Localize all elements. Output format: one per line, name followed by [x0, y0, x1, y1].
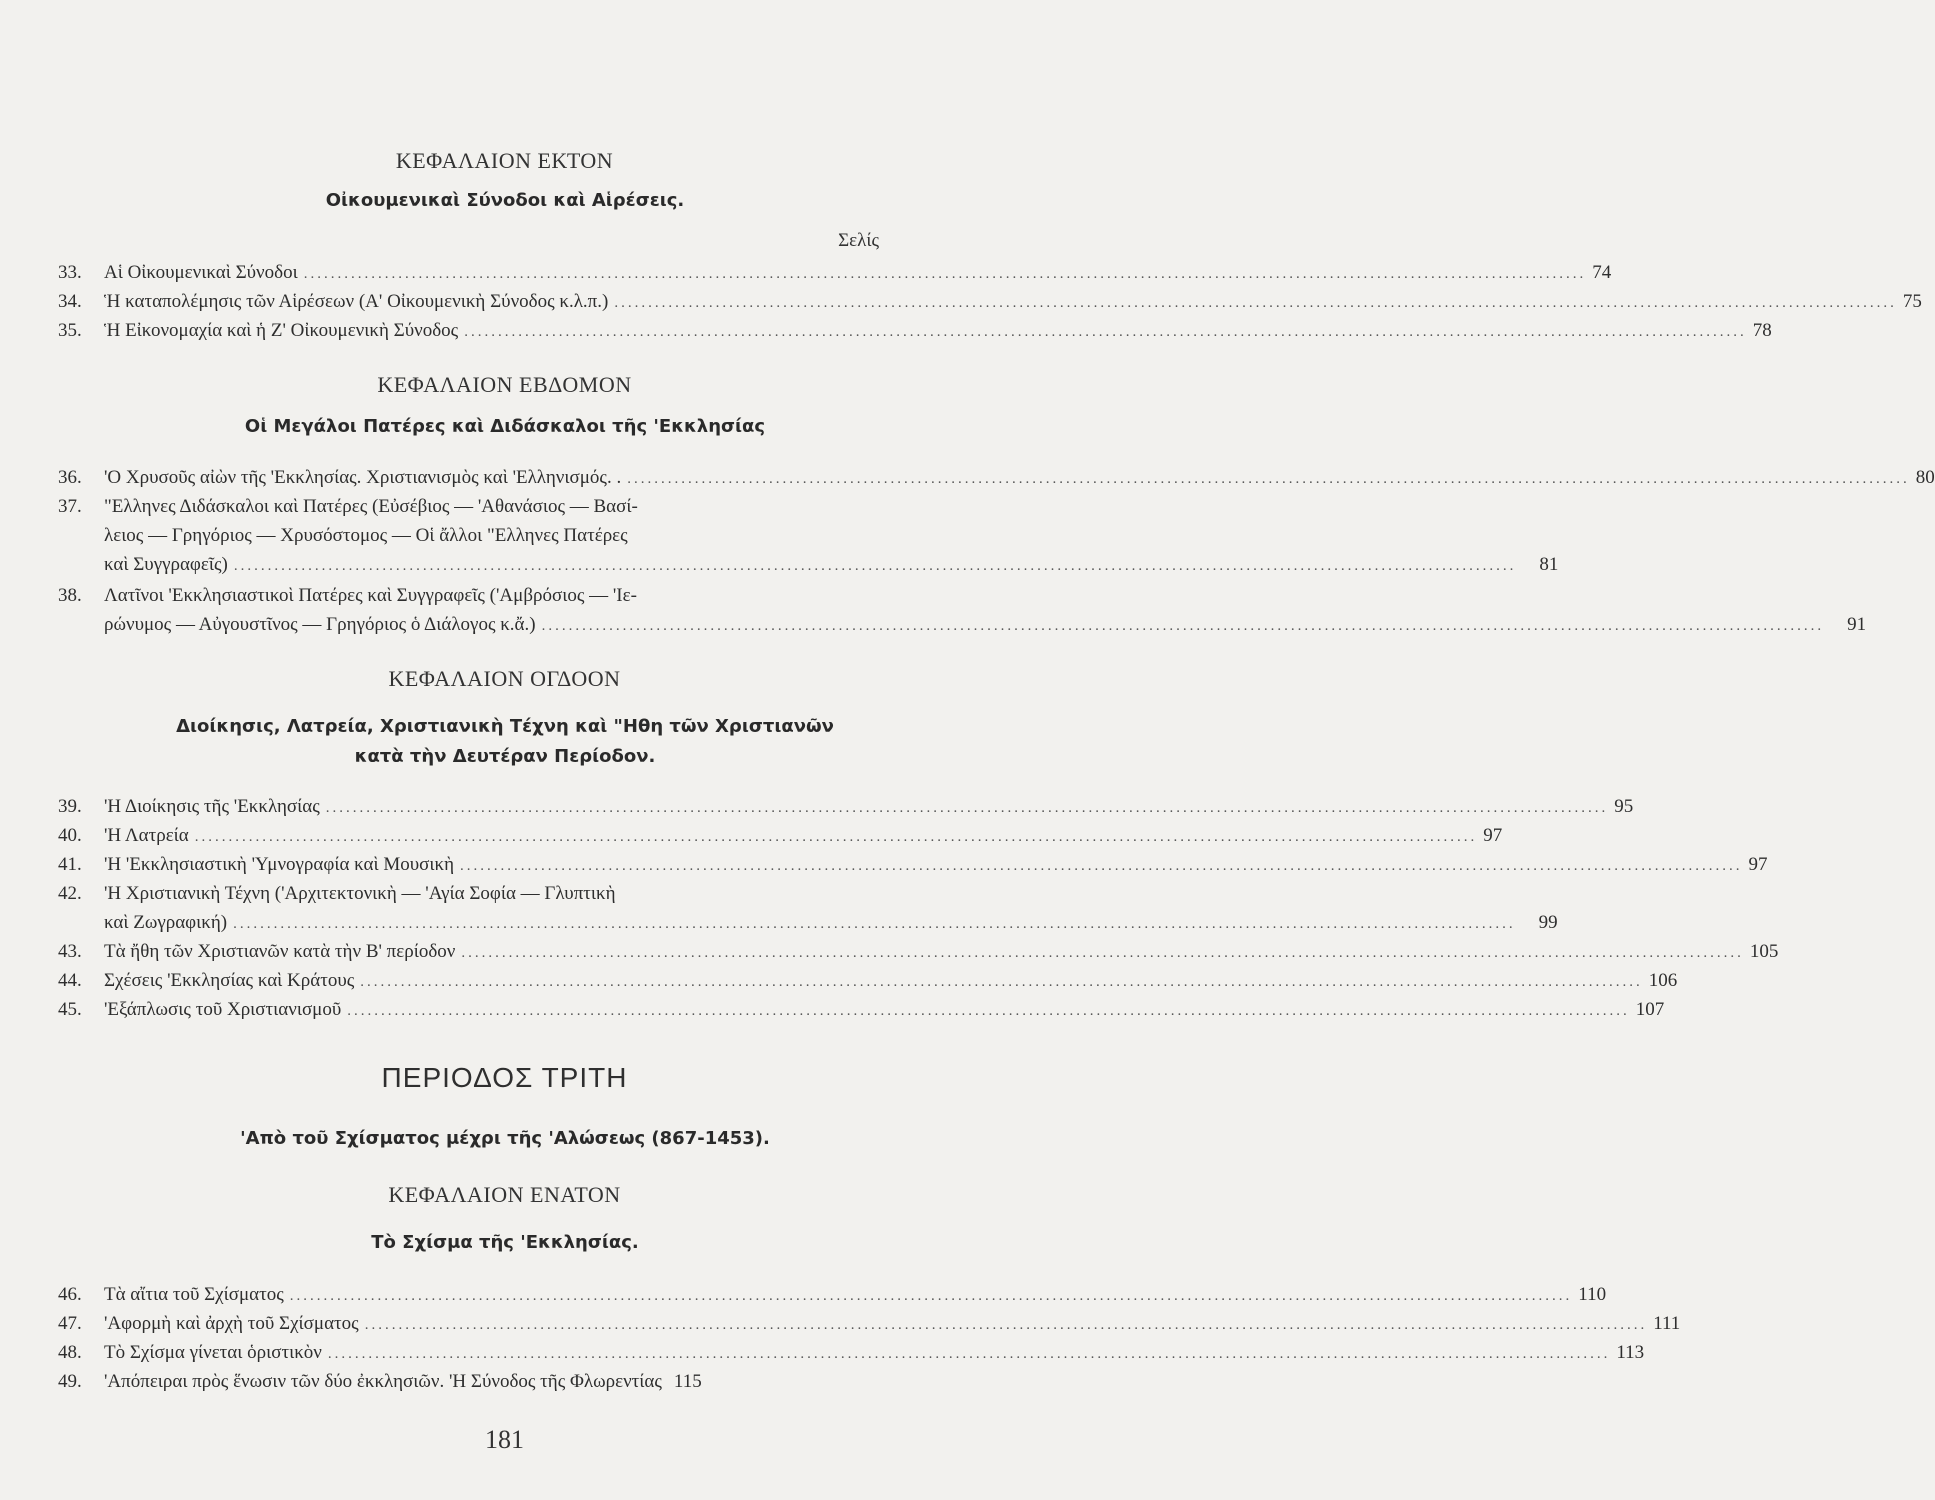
entry-title: Ἡ καταπολέμησις τῶν Αἱρέσεων (Α' Οἰκουμενικὴ Σύνοδος κ.λ.π.)	[104, 291, 609, 312]
chapter-six-subtitle: Οἰκουμενικαὶ Σύνοδοι καὶ Αἱρέσεις.	[325, 190, 685, 211]
entry-page: 99	[1538, 912, 1558, 933]
chapter-eight-heading: ΚΕΦΑΛΑΙΟΝ ΟΓΔΟΟΝ	[388, 666, 621, 691]
entry-number: 42.	[58, 883, 82, 904]
entry-title: Τὰ αἴτια τοῦ Σχίσματος	[104, 1284, 284, 1305]
entry-number: 44.	[58, 970, 82, 991]
entry-page: 105	[1749, 941, 1779, 962]
entry-number: 49.	[58, 1371, 82, 1392]
toc-entry	[58, 937, 1779, 968]
entry-page: 106	[1648, 970, 1678, 991]
entry-title: 'Η Διοίκησις τῆς 'Εκκλησίας	[104, 796, 320, 817]
toc-entry	[58, 316, 1772, 347]
entry-page: 75	[1902, 291, 1922, 312]
chapter-nine-heading: ΚΕΦΑΛΑΙΟΝ ΕΝΑΤΟΝ	[388, 1182, 621, 1207]
period-title: ΠΕΡΙΟΔΟΣ ΤΡΙΤΗ	[381, 1062, 628, 1093]
entry-title-line: καὶ Ζωγραφική)	[104, 912, 228, 933]
entry-title: 'Η 'Εκκλησιαστικὴ 'Υμνογραφία καὶ Μουσικὴ	[104, 854, 455, 875]
entry-title: Τὰ ἤθη τῶν Χριστιανῶν κατὰ τὴν Β' περίοδον	[104, 941, 456, 962]
toc-entry	[58, 1309, 1681, 1340]
entry-number: 38.	[58, 585, 82, 606]
entry-page: 78	[1752, 320, 1772, 341]
period-subtitle: 'Απὸ τοῦ Σχίσματος μέχρι τῆς 'Αλώσεως (867-1453).	[240, 1128, 770, 1149]
entry-number: 47.	[58, 1313, 82, 1334]
entry-title: Ἡ Εἰκονομαχία καὶ ἡ Ζ' Οἰκουμενικὴ Σύνοδος	[104, 320, 459, 341]
entry-page: 74	[1592, 262, 1612, 283]
entry-title: 'Η Λατρεία	[104, 825, 189, 846]
entry-title-line: 'Η Χριστιανικὴ Τέχνη ('Αρχιτεκτονικὴ — 'Αγία Σοφία — Γλυπτικὴ	[104, 883, 616, 904]
toc-entry	[58, 879, 1558, 939]
entry-number: 41.	[58, 854, 82, 875]
entry-number: 45.	[58, 999, 82, 1020]
entry-number: 37.	[58, 496, 82, 517]
entry-number: 35.	[58, 320, 82, 341]
entry-number: 40.	[58, 825, 82, 846]
entry-title: Τὸ Σχίσμα γίνεται ὁριστικὸν	[104, 1342, 322, 1363]
entry-number: 36.	[58, 467, 82, 488]
page-column-label: Σελίς	[838, 230, 879, 251]
chapter-six-heading: ΚΕΦΑΛΑΙΟΝ ΕΚΤΟΝ	[395, 148, 614, 173]
entry-page: 80	[1915, 467, 1935, 488]
chapter-eight-subtitle-line1: Διοίκησις, Λατρεία, Χριστιανικὴ Τέχνη καὶ "Ηθη τῶν Χριστιανῶν	[176, 716, 834, 737]
entry-page: 110	[1578, 1284, 1607, 1305]
toc-entry	[58, 995, 1665, 1026]
toc-entry	[58, 287, 1922, 318]
toc-entry	[58, 1338, 1645, 1369]
entry-title-line: "Ελληνες Διδάσκαλοι καὶ Πατέρες (Εὐσέβιος — 'Αθανάσιος — Βασί-	[104, 496, 638, 517]
entry-number: 46.	[58, 1284, 82, 1305]
entry-page: 115	[673, 1371, 702, 1392]
chapter-eight-subtitle-line2: κατὰ τὴν Δευτέραν Περίοδον.	[354, 746, 656, 767]
entry-title-line: λειος — Γρηγόριος — Χρυσόστομος — Οἱ ἄλλοι "Ελληνες Πατέρες	[104, 525, 628, 546]
toc-entry	[58, 966, 1678, 997]
entry-title: 'Εξάπλωσις τοῦ Χριστιανισμοῦ	[104, 999, 342, 1020]
entry-number: 33.	[58, 262, 82, 283]
entry-page: 97	[1748, 854, 1768, 875]
toc-entry	[58, 1367, 898, 1398]
toc-entry	[58, 821, 1503, 852]
entry-number: 34.	[58, 291, 82, 312]
toc-entry	[58, 492, 1559, 581]
toc-entry	[58, 1280, 1607, 1311]
entry-number: 43.	[58, 941, 82, 962]
entry-page: 113	[1616, 1342, 1645, 1363]
entry-title: 'Απόπειραι πρὸς ἕνωσιν τῶν δύο ἐκκλησιῶν. 'Η Σύνοδος τῆς Φλωρεντίας	[104, 1371, 662, 1392]
entry-title-line: καὶ Συγγραφεῖς)	[104, 554, 228, 575]
toc-entry	[58, 463, 1935, 494]
chapter-nine-subtitle: Τὸ Σχίσμα τῆς 'Εκκλησίας.	[371, 1232, 639, 1253]
entry-page: 111	[1653, 1313, 1681, 1334]
entry-title: 'Αφορμὴ καὶ ἀρχὴ τοῦ Σχίσματος	[104, 1313, 359, 1334]
entry-title: Σχέσεις 'Εκκλησίας καὶ Κράτους	[104, 970, 355, 991]
entry-page: 91	[1847, 614, 1867, 635]
entry-number: 39.	[58, 796, 82, 817]
toc-entry	[58, 792, 1634, 823]
chapter-seven-heading: ΚΕΦΑΛΑΙΟΝ ΕΒΔΟΜΟΝ	[377, 372, 632, 397]
toc-entry	[58, 258, 1612, 289]
toc-entry	[58, 581, 1867, 641]
entry-page: 97	[1483, 825, 1503, 846]
entry-title-line: ρώνυμος — Αὐγουστῖνος — Γρηγόριος ὁ Διάλογος κ.ἄ.)	[104, 614, 536, 635]
entry-title: Αἱ Οἰκουμενικαὶ Σύνοδοι	[104, 262, 298, 283]
entry-title-line: Λατῖνοι 'Εκκλησιαστικοὶ Πατέρες καὶ Συγγραφεῖς ('Αμβρόσιος — 'Ιε-	[104, 585, 637, 606]
entry-page: 107	[1635, 999, 1665, 1020]
entry-page: 95	[1614, 796, 1634, 817]
entry-number: 48.	[58, 1342, 82, 1363]
chapter-seven-subtitle: Οἱ Μεγάλοι Πατέρες καὶ Διδάσκαλοι τῆς 'Εκκλησίας	[244, 416, 766, 437]
entry-title: 'Ο Χρυσοῦς αἰὼν τῆς 'Εκκλησίας. Χριστιανισμὸς καὶ 'Ελληνισμός. .	[104, 467, 622, 488]
toc-entry	[58, 850, 1768, 881]
page-number: 181	[485, 1425, 524, 1454]
entry-page: 81	[1539, 554, 1559, 575]
